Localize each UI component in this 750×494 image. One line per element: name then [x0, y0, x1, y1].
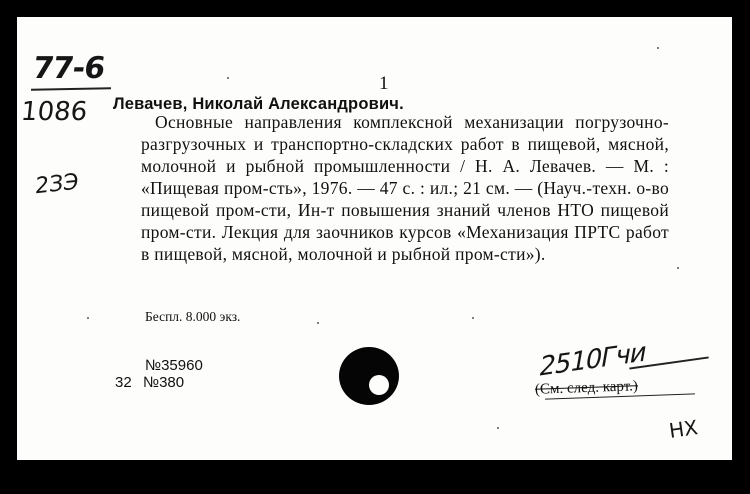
batch-number: №380	[143, 374, 185, 391]
speck	[87, 317, 89, 319]
speck	[677, 267, 679, 269]
see-next-card: (См. след. карт.)	[534, 378, 639, 398]
punch-hole-notch	[369, 375, 389, 395]
edition-info: Беспл. 8.000 экз.	[145, 309, 241, 324]
handwritten-code: 2510Гчи	[536, 337, 649, 383]
catalog-card	[17, 17, 732, 460]
punch-hole	[339, 347, 399, 405]
shelf-mark-underline	[31, 87, 111, 90]
speck	[657, 47, 659, 49]
speck	[497, 427, 499, 429]
copy-number: №35960	[145, 357, 203, 374]
margin-note: 2ЗЭ	[34, 169, 80, 200]
speck	[472, 317, 474, 319]
speck	[317, 322, 319, 324]
batch-page: 32	[115, 374, 132, 391]
shelf-mark: 77-6	[30, 51, 107, 86]
corner-mark: НХ	[667, 415, 700, 443]
bibliographic-description: Основные направления комплексной механизации погрузочно-разгрузочных и транспортно-складских работ в пищевой, мясной, молочной и рыбной промышленности / Н. А. Левачев. — М. : «Пищевая пром-сть», 1976. — 47 с. : ил.; 21 см. — (Науч.-техн. о-во пищевой пром-сти, Ин-т повышения знаний членов НТО пищевой пром-сти. Лекция для заочников курсов «Механизация ПРТС работ в пищевой, мясной, молочной и рыбной пром-сти»).	[141, 112, 669, 264]
inventory-mark: 1086	[19, 97, 89, 127]
author-heading: Левачев, Николай Александрович.	[113, 95, 404, 113]
speck	[227, 77, 229, 79]
card-number: 1	[379, 73, 389, 94]
